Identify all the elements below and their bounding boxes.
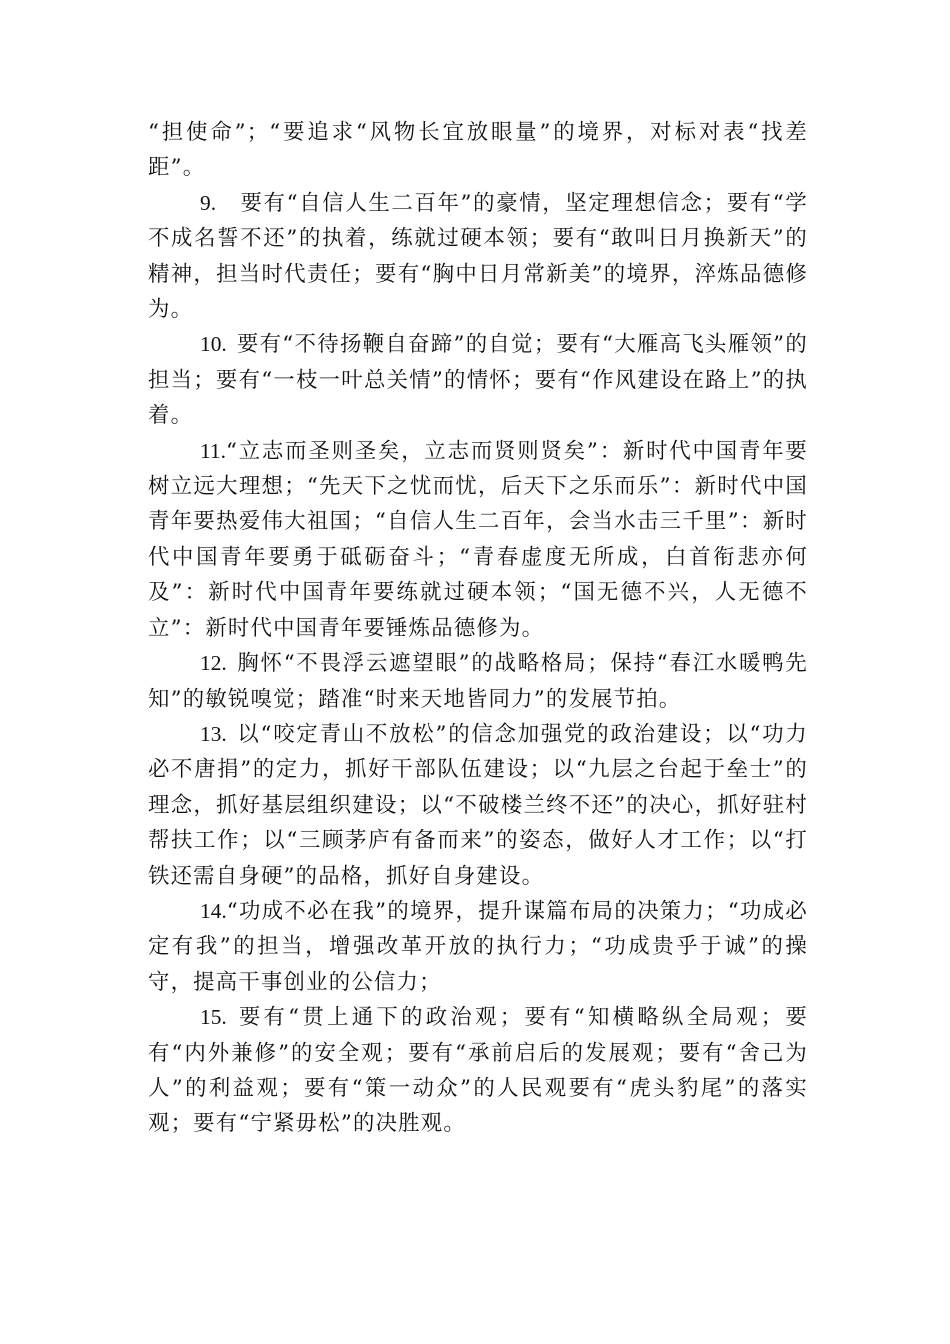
paragraph-12 [148,646,808,717]
paragraph-text: “立志而圣则圣矣，立志而贤则贤矣”：新时代中国青年要树立远大理想；“先天下之忧而忧，后天下之乐而乐”：新时代中国青年要热爱伟大祖国；“自信人生二百年，会当水击三千里”：新时代中国青年要勇于砥砺奋斗；“青春虚度无所成，白首衔悲亦何及”：新时代中国青年要练就过硬本领；“国无德不兴，人无德不立”：新时代中国青年要锤炼品德修为。 [148,438,808,641]
paragraph-9 [148,186,808,328]
paragraph-13 [148,717,808,894]
paragraph-number: 14. [200,898,227,923]
paragraph-11 [148,434,808,646]
paragraph-number: 9. [200,190,217,215]
paragraph-text: 胸怀“不畏浮云遮望眼”的战略格局；保持“春江水暖鸭先知”的敏锐嗅觉；踏准“时来天地皆同力”的发展节拍。 [148,651,808,712]
paragraph-text: “担使命”；“要追求“风物长宜放眼量”的境界，对标对表“找差距”。 [148,120,808,181]
paragraph-text: 要有“贯上通下的政治观；要有“知横略纵全局观；要有“内外兼修”的安全观；要有“承前启后的发展观；要有“舍己为人”的利益观；要有“策一动众”的人民观要有“虎头豹尾”的落实观；要有“宁紧毋松”的决胜观。 [148,1005,808,1137]
document-page [148,115,808,1142]
paragraph-15 [148,1000,808,1142]
paragraph-text: 要有“自信人生二百年”的豪情，坚定理想信念；要有“学不成名誓不还”的执着，练就过硬本领；要有“敢叫日月换新天”的精神，担当时代责任；要有“胸中日月常新美”的境界，淬炼品德修为。 [148,190,808,323]
paragraph-number: 11. [200,438,226,463]
paragraph-text: “功成不必在我”的境界，提升谋篇布局的决策力；“功成必定有我”的担当，增强改革开放的执行力；“功成贵乎于诚”的操守，提高干事创业的公信力； [148,898,808,995]
paragraph-number: 15. [200,1005,227,1030]
paragraph-continuation [148,115,808,186]
paragraph-number: 10. [200,332,227,357]
paragraph-text: 以“咬定青山不放松”的信念加强党的政治建设；以“功力必不唐捐”的定力，抓好干部队伍建设；以“九层之台起于垒士”的理念，抓好基层组织建设；以“不破楼兰终不还”的决心，抓好驻村帮扶工作；以“三顾茅庐有备而来”的姿态，做好人才工作；以“打铁还需自身硬”的品格，抓好自身建设。 [148,721,808,889]
paragraph-10 [148,327,808,433]
paragraph-number: 13. [200,721,227,746]
paragraph-text: 要有“不待扬鞭自奋蹄”的自觉；要有“大雁高飞头雁领”的担当；要有“一枝一叶总关情”的情怀；要有“作风建设在路上”的执着。 [148,332,808,429]
paragraph-number: 12. [200,651,227,676]
paragraph-14 [148,894,808,1000]
